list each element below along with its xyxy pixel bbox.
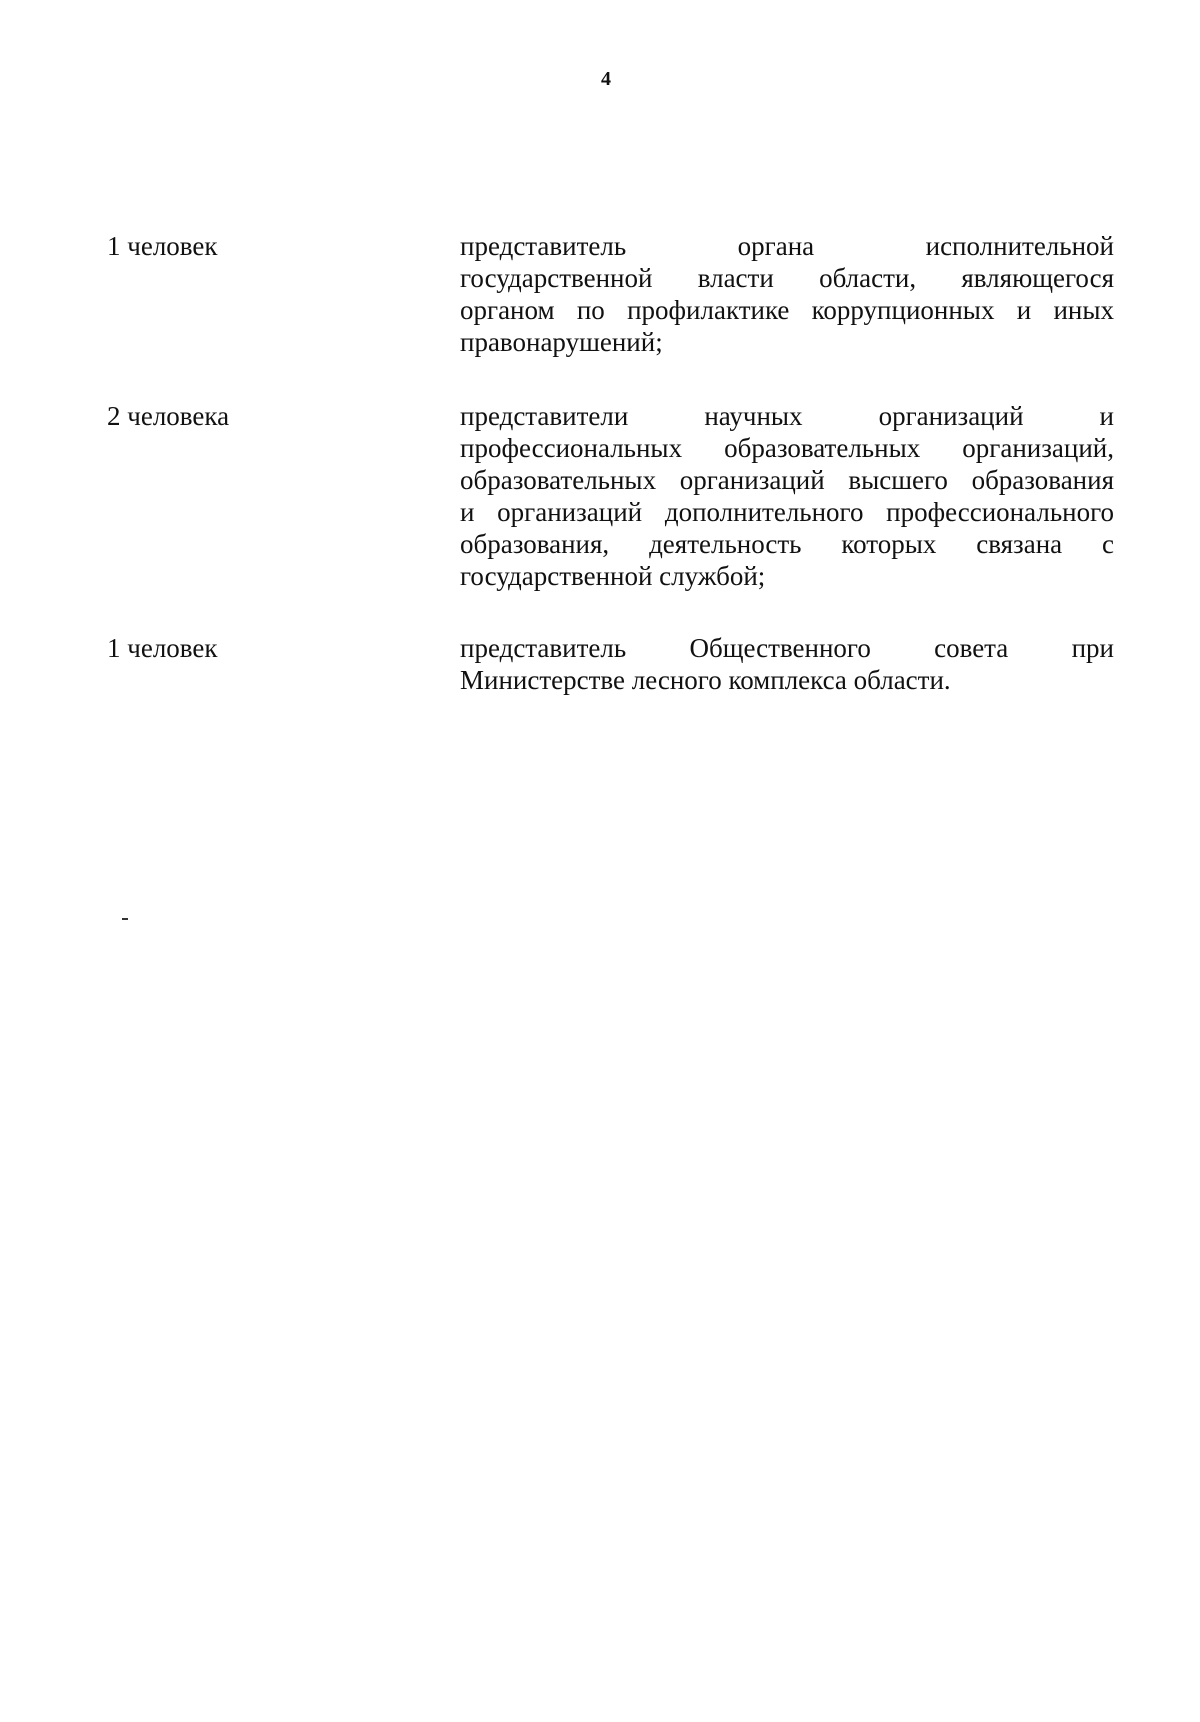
description-line: и организаций дополнительного профессионального xyxy=(460,497,1114,527)
description-line: образовательных организаций высшего образования xyxy=(460,465,1114,495)
page-number: 4 xyxy=(601,68,611,90)
member-count: 1 человек xyxy=(107,231,218,261)
member-count: 2 человека xyxy=(107,401,230,431)
stray-dash-mark xyxy=(122,918,128,920)
description-line: представитель Общественного совета при xyxy=(460,633,1114,663)
member-description xyxy=(460,230,1114,358)
member-description xyxy=(460,632,1114,696)
description-line: органом по профилактике коррупционных и иных xyxy=(460,295,1114,325)
description-line: представитель органа исполнительной xyxy=(460,231,1114,261)
description-line: Министерстве лесного комплекса области. xyxy=(460,665,951,695)
member-count: 1 человек xyxy=(107,633,218,663)
member-description xyxy=(460,400,1114,592)
description-line: профессиональных образовательных организаций, xyxy=(460,433,1114,463)
description-line: государственной власти области, являющегося xyxy=(460,263,1114,293)
description-line: представители научных организаций и xyxy=(460,401,1114,431)
description-line: образования, деятельность которых связана с xyxy=(460,529,1114,559)
description-line: государственной службой; xyxy=(460,561,766,591)
description-line: правонарушений; xyxy=(460,327,663,357)
